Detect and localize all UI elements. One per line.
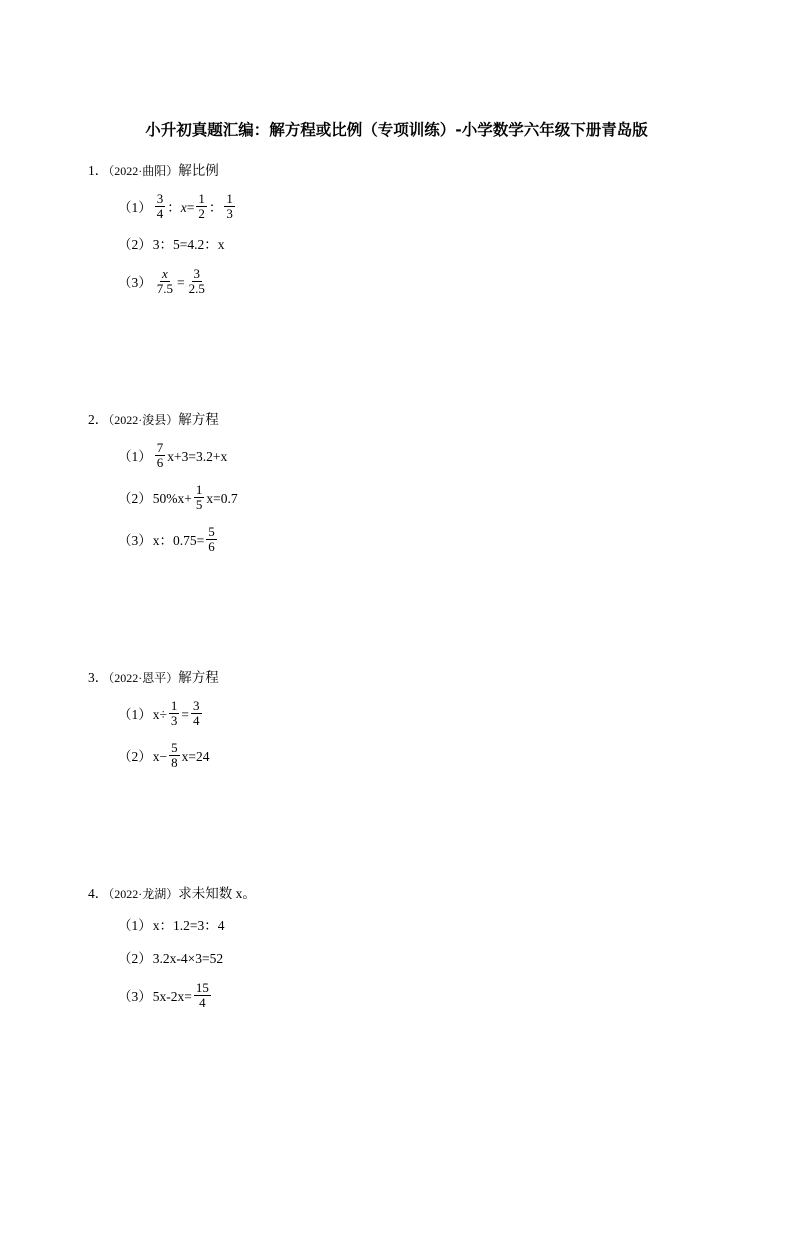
problem-number: 1．	[88, 163, 109, 178]
fraction	[155, 441, 166, 470]
problem-heading	[88, 162, 705, 180]
subitem-label: （2）	[118, 237, 152, 253]
expression-text: x=0.7	[206, 490, 238, 506]
fraction-numerator: 3	[193, 266, 200, 282]
fraction-denominator: 3	[170, 713, 178, 729]
fraction-numerator: 1	[170, 698, 178, 714]
problem-subitem	[118, 193, 705, 222]
problem-heading	[88, 669, 705, 687]
problem-list	[88, 162, 705, 1012]
problem-subitem	[118, 742, 705, 771]
fraction	[187, 267, 207, 296]
fraction-denominator: 4	[156, 206, 164, 222]
fraction-numerator: x	[161, 266, 168, 282]
expression-text: ：	[208, 199, 223, 215]
problem-source: （2022·浚县）	[108, 413, 179, 428]
problem-source: （2022·龙湖）	[108, 887, 179, 902]
fraction	[224, 192, 235, 221]
subitem-label: （2）	[118, 490, 152, 506]
subitem-label: （2）	[118, 748, 152, 764]
subitem-label: （1）	[118, 918, 152, 934]
fraction-denominator: 2.5	[188, 281, 205, 297]
subitem-label: （1）	[118, 448, 152, 464]
fraction-denominator: 5	[195, 497, 203, 513]
fraction-denominator: 7.5	[156, 281, 173, 297]
subitem-label: （3）	[118, 274, 152, 290]
problem-subitem	[118, 949, 705, 969]
fraction-denominator: 4	[193, 713, 200, 729]
expression-text: 5x-2x=	[152, 988, 192, 1004]
problem-heading	[88, 411, 705, 429]
fraction-numerator: 1	[226, 191, 233, 206]
problem-block	[88, 885, 705, 1011]
work-space	[88, 555, 705, 647]
fraction-denominator: 3	[226, 206, 233, 222]
problem-number: 2．	[88, 412, 109, 428]
problem-prompt: 解比例	[178, 163, 219, 178]
problem-block	[88, 411, 705, 555]
subitem-label: （3）	[118, 988, 152, 1004]
page-title: 小升初真题汇编：解方程或比例（专项训练）-小学数学六年级下册青岛版	[145, 121, 648, 139]
fraction	[206, 525, 217, 554]
expression-text: 3：5=4.2：x	[152, 237, 225, 253]
fraction-numerator: 5	[171, 740, 178, 756]
subitem-label: （3）	[118, 532, 152, 548]
problem-subitem	[118, 235, 705, 255]
fraction	[169, 699, 180, 728]
expression-text: =	[181, 706, 190, 722]
expression-text: x−	[152, 748, 168, 764]
fraction-numerator: 1	[198, 191, 205, 206]
subitem-label: （2）	[118, 951, 152, 967]
problem-prompt: 解方程	[178, 670, 219, 686]
fraction	[191, 699, 202, 728]
work-space	[88, 771, 705, 863]
expression-text: =	[177, 274, 185, 290]
fraction-numerator: 1	[195, 482, 203, 498]
fraction-denominator: 8	[171, 755, 178, 771]
problem-source: （2022·曲阳）	[108, 164, 179, 178]
problem-number: 4．	[88, 886, 109, 902]
fraction-numerator: 5	[208, 524, 215, 540]
subitem-label: （1）	[118, 706, 152, 722]
problem-subitem	[118, 526, 705, 555]
expression-text: x：1.2=3：4	[152, 918, 225, 934]
fraction-denominator: 4	[199, 995, 206, 1011]
problem-prompt: 解方程	[178, 412, 219, 428]
fraction-numerator: 3	[193, 698, 200, 714]
expression-text: x+3=3.2+x	[167, 448, 228, 464]
expression-text: 50%x+	[152, 490, 192, 506]
work-space	[88, 297, 705, 389]
fraction-numerator: 15	[195, 980, 209, 996]
expression-text: x：0.75=	[152, 532, 205, 548]
problem-heading	[88, 885, 705, 903]
fraction	[196, 192, 207, 221]
expression-text: 3.2x-4×3=52	[152, 951, 224, 967]
problem-subitem	[118, 982, 705, 1011]
problem-subitem	[118, 916, 705, 936]
expression-text: x÷	[152, 706, 167, 722]
expression-text: x=24	[181, 748, 210, 764]
fraction-denominator: 2	[198, 206, 205, 222]
fraction	[194, 981, 211, 1010]
fraction	[155, 192, 166, 221]
problem-subitem	[118, 268, 705, 297]
problem-number: 3．	[88, 670, 109, 686]
variable-text: x	[180, 199, 187, 215]
problem-subitem	[118, 484, 705, 513]
problem-prompt: 求未知数 x。	[178, 886, 256, 902]
subitem-label: （1）	[118, 199, 152, 215]
fraction-numerator: 3	[156, 191, 164, 206]
fraction-denominator: 6	[156, 455, 164, 471]
fraction	[155, 267, 175, 296]
expression-text: =	[186, 199, 195, 215]
fraction	[169, 741, 180, 770]
document-page	[0, 118, 793, 1240]
fraction	[194, 483, 205, 512]
fraction-denominator: 6	[208, 539, 215, 555]
problem-block	[88, 162, 705, 297]
expression-text: ：	[167, 199, 181, 215]
problem-source: （2022·恩平）	[108, 671, 179, 686]
problem-block	[88, 669, 705, 771]
problem-subitem	[118, 442, 705, 471]
problem-subitem	[118, 700, 705, 729]
fraction-numerator: 7	[156, 440, 164, 456]
